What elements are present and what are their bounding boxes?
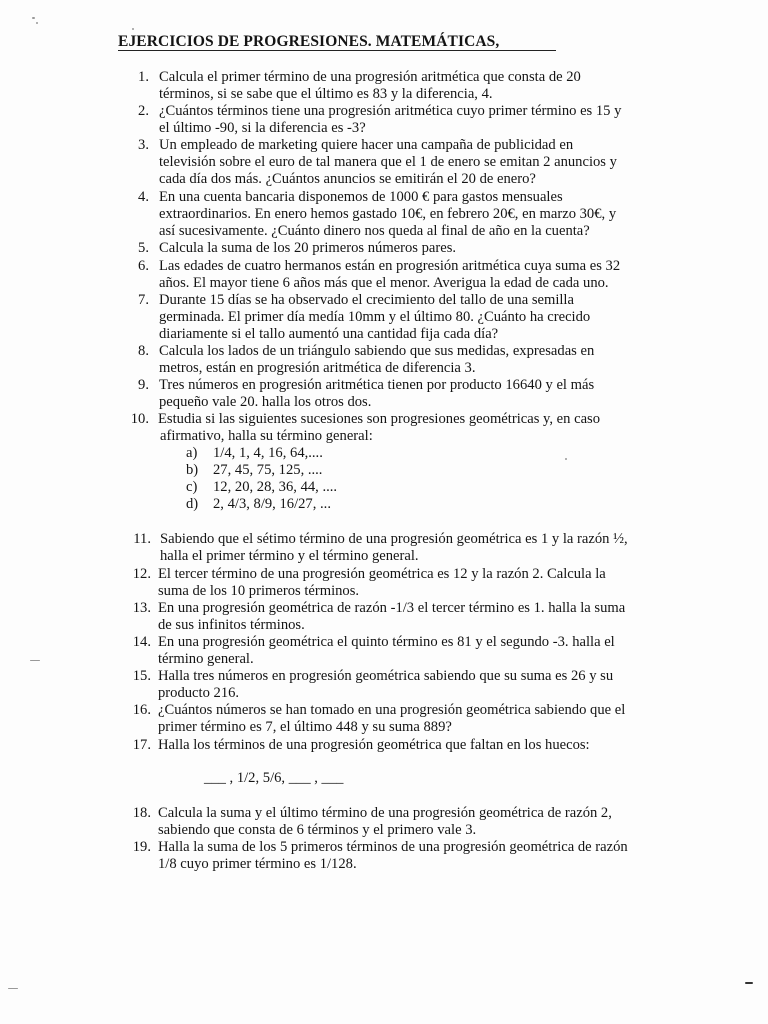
page-title: EJERCICIOS DE PROGRESIONES. MATEMÁTICAS, — [118, 33, 500, 50]
exercise-number: 1. — [138, 69, 149, 85]
exercise-number: 18. — [132, 805, 151, 821]
sequence-value: 1/4, 1, 4, 16, 64,.... — [213, 445, 323, 461]
sequence-value: 12, 20, 28, 36, 44, .... — [213, 479, 338, 495]
exercise-number: 7. — [138, 292, 149, 308]
exercise-number: 15. — [132, 668, 151, 684]
exercise-text: Estudia si las siguientes sucesiones son progresiones geométricas y, en caso afirmativo, halla su término general: — [158, 411, 601, 444]
exercise-number: 5. — [138, 240, 149, 256]
sequence-value: 2, 4/3, 8/9, 16/27, ... — [213, 496, 331, 512]
exercise-text: Halla los términos de una progresión geométrica que faltan en los huecos: — [158, 737, 590, 753]
exercise-text: En una progresión geométrica el quinto término es 81 y el segundo -3. halla el término general. — [158, 634, 615, 667]
exercise-number: 12. — [132, 566, 151, 582]
exercise-text: Tres números en progresión aritmética tienen por producto 16640 y el más pequeño vale 20. halla los otros dos. — [159, 377, 595, 410]
exercise-number: 14. — [132, 634, 151, 650]
exercise-number: 4. — [138, 189, 149, 205]
exercise-number: 6. — [138, 258, 149, 274]
exercise-text: Calcula la suma y el último término de una progresión geométrica de razón 2, sabiendo que consta de 6 términos y el primero vale 3. — [158, 805, 612, 838]
exercise-text: Calcula el primer término de una progresión aritmética que consta de 20 términos, si se sabe que el último es 83 y la diferencia, 4. — [159, 69, 581, 102]
exercise-number: 11. — [133, 531, 151, 547]
exercise-number: 16. — [132, 702, 151, 718]
scan-speck — [565, 458, 567, 460]
exercise-number: 2. — [138, 103, 149, 119]
exercise-text: Un empleado de marketing quiere hacer una campaña de publicidad en televisión sobre el euro de tal manera que el 1 de enero se emitan 2 anuncios y cada día dos más. ¿Cuántos anuncios se emitirán el 20 de enero? — [159, 137, 617, 187]
scan-speck — [32, 17, 35, 19]
exercise-text: Calcula la suma de los 20 primeros números pares. — [159, 240, 457, 256]
exercise-number: 17. — [132, 737, 151, 753]
exercise-number: 9. — [138, 377, 149, 393]
exercise-text: En una cuenta bancaria disponemos de 1000 € para gastos mensuales extraordinarios. En enero hemos gastado 10€, en febrero 20€, en marzo 30€, y así sucesivamente. ¿Cuánto dinero nos queda al final de año en la cuenta? — [159, 189, 617, 239]
exercise-text: Halla la suma de los 5 primeros términos de una progresión geométrica de razón 1/8 cuyo primer término es 1/128. — [158, 839, 628, 872]
title-underline — [118, 50, 556, 51]
exercise-text: ¿Cuántos números se han tomado en una progresión geométrica sabiendo que el primer término es 7, el último 448 y su suma 889? — [158, 702, 626, 735]
exercise-number: 10. — [130, 411, 149, 427]
sequence-label: d) — [186, 496, 199, 512]
fill-in-blanks: ___ , 1/2, 5/6, ___ , ___ — [204, 770, 344, 786]
scan-speck — [30, 660, 40, 661]
sequence-value: 27, 45, 75, 125, .... — [213, 462, 323, 478]
exercise-number: 13. — [132, 600, 151, 616]
exercise-text: El tercer término de una progresión geométrica es 12 y la razón 2. Calcula la suma de los 10 primeros términos. — [158, 566, 606, 599]
sequence-label: b) — [186, 462, 199, 478]
sequence-label: a) — [186, 445, 198, 461]
scan-speck — [8, 988, 18, 989]
scan-speck — [132, 28, 134, 30]
exercise-text: ¿Cuántos términos tiene una progresión aritmética cuyo primer término es 15 y el último -90, si la diferencia es -3? — [159, 103, 622, 136]
exercise-number: 19. — [132, 839, 151, 855]
exercise-text: Calcula los lados de un triángulo sabiendo que sus medidas, expresadas en metros, están en progresión aritmética de diferencia 3. — [159, 343, 595, 376]
scan-speck — [36, 22, 38, 24]
scan-speck — [745, 982, 753, 984]
sequence-label: c) — [186, 479, 198, 495]
exercise-text: Sabiendo que el sétimo término de una progresión geométrica es 1 y la razón ½, halla el primer término y el término general. — [160, 531, 628, 564]
exercise-number: 8. — [138, 343, 149, 359]
exercise-text: En una progresión geométrica de razón -1/3 el tercer término es 1. halla la suma de sus infinitos términos. — [158, 600, 626, 633]
exercise-text: Halla tres números en progresión geométrica sabiendo que su suma es 26 y su producto 216. — [158, 668, 614, 701]
exercise-number: 3. — [138, 137, 149, 153]
exercise-text: Durante 15 días se ha observado el crecimiento del tallo de una semilla germinada. El primer día medía 10mm y el último 80. ¿Cuánto ha crecido diariamente si el tallo aumentó una cantidad fija cada día? — [159, 292, 591, 342]
exercise-text: Las edades de cuatro hermanos están en progresión aritmética cuya suma es 32 años. El mayor tiene 6 años más que el menor. Averigua la edad de cada uno. — [159, 258, 621, 291]
